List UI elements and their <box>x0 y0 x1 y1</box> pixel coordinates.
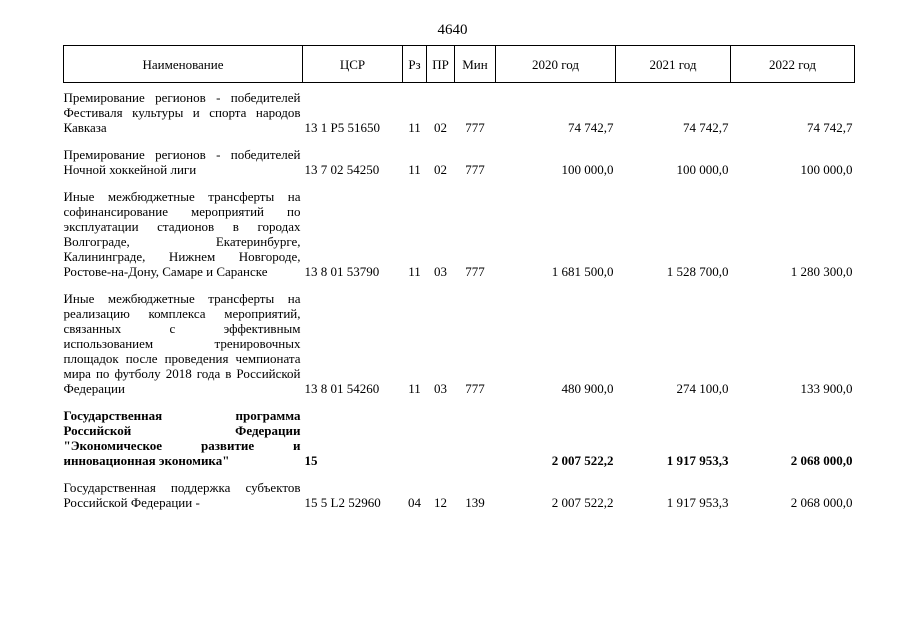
row-2021: 74 742,7 <box>683 120 729 135</box>
row-gap <box>64 135 855 147</box>
row-pr: 02 <box>434 120 447 135</box>
row-gap <box>64 177 855 189</box>
row-min: 139 <box>465 495 485 510</box>
row-2022: 133 900,0 <box>800 381 853 396</box>
row-2020: 2 007 522,2 <box>551 453 614 468</box>
header-name: Наименование <box>64 46 303 83</box>
row-2020: 100 000,0 <box>561 162 614 177</box>
table-header <box>64 46 855 83</box>
header-rz: Рз <box>403 46 427 83</box>
row-name: Государственная поддержка субъектов Российской Федерации - <box>63 480 301 510</box>
row-min: 777 <box>465 264 485 279</box>
row-rz: 11 <box>408 162 421 177</box>
row-csr: 13 8 01 54260 <box>304 381 380 396</box>
row-2022: 100 000,0 <box>800 162 853 177</box>
row-2020: 2 007 522,2 <box>551 495 614 510</box>
row-gap <box>64 279 855 291</box>
row-csr: 13 7 02 54250 <box>304 162 380 177</box>
row-pr: 03 <box>434 264 447 279</box>
row-2022: 1 280 300,0 <box>790 264 853 279</box>
table-row <box>64 83 855 136</box>
table-row <box>64 480 855 510</box>
budget-table <box>63 45 855 510</box>
row-name: Иные межбюджетные трансферты на софинансирование мероприятий по эксплуатации стадионов в городах Волгограде, Екатеринбурге, Калининграде, Нижнем Новгороде, Ростове-на-Дону, Самаре и Саранске <box>63 189 301 279</box>
row-rz <box>403 408 427 468</box>
header-csr: ЦСР <box>303 46 403 83</box>
header-2020: 2020 год <box>496 46 616 83</box>
row-2020: 480 900,0 <box>561 381 614 396</box>
row-rz: 11 <box>408 120 421 135</box>
row-2021: 274 100,0 <box>676 381 729 396</box>
row-min: 777 <box>465 381 485 396</box>
row-2020: 74 742,7 <box>568 120 614 135</box>
row-2022: 2 068 000,0 <box>790 453 853 468</box>
header-min: Мин <box>455 46 496 83</box>
row-name: Премирование регионов - победителей Ночной хоккейной лиги <box>63 147 301 177</box>
row-2020: 1 681 500,0 <box>551 264 614 279</box>
table-row-program <box>64 408 855 468</box>
row-min: 777 <box>465 120 485 135</box>
header-2022: 2022 год <box>731 46 855 83</box>
row-2021: 1 528 700,0 <box>666 264 729 279</box>
row-gap <box>64 468 855 480</box>
header-pr: ПР <box>427 46 455 83</box>
page-number: 4640 <box>437 22 468 38</box>
row-min: 777 <box>465 162 485 177</box>
row-2021: 1 917 953,3 <box>666 453 729 468</box>
row-name: Премирование регионов - победителей Фестиваля культуры и спорта народов Кавказа <box>63 90 301 135</box>
row-rz: 11 <box>408 381 421 396</box>
row-name: Иные межбюджетные трансферты на реализацию комплекса мероприятий, связанных с эффективным использованием тренировочных площадок после проведения чемпионата мира по футболу 2018 года в Российской Федерации <box>63 291 301 396</box>
row-csr: 15 <box>304 453 318 468</box>
row-pr: 12 <box>434 495 447 510</box>
row-pr: 03 <box>434 381 447 396</box>
row-pr: 02 <box>434 162 447 177</box>
row-csr: 13 8 01 53790 <box>304 264 380 279</box>
row-2021: 1 917 953,3 <box>666 495 729 510</box>
table-row <box>64 189 855 279</box>
row-min <box>455 408 496 468</box>
row-name: Государственная программа Российской Федерации "Экономическое развитие и инновационная экономика" <box>63 408 301 468</box>
row-2021: 100 000,0 <box>676 162 729 177</box>
row-csr: 13 1 P5 51650 <box>304 120 380 135</box>
row-2022: 74 742,7 <box>807 120 853 135</box>
table-body <box>64 83 855 511</box>
row-rz: 11 <box>408 264 421 279</box>
row-2022: 2 068 000,0 <box>790 495 853 510</box>
row-pr <box>427 408 455 468</box>
row-csr: 15 5 L2 52960 <box>304 495 381 510</box>
row-gap <box>64 396 855 408</box>
table-row <box>64 147 855 177</box>
row-rz: 04 <box>408 495 421 510</box>
table-row <box>64 291 855 396</box>
header-2021: 2021 год <box>616 46 731 83</box>
